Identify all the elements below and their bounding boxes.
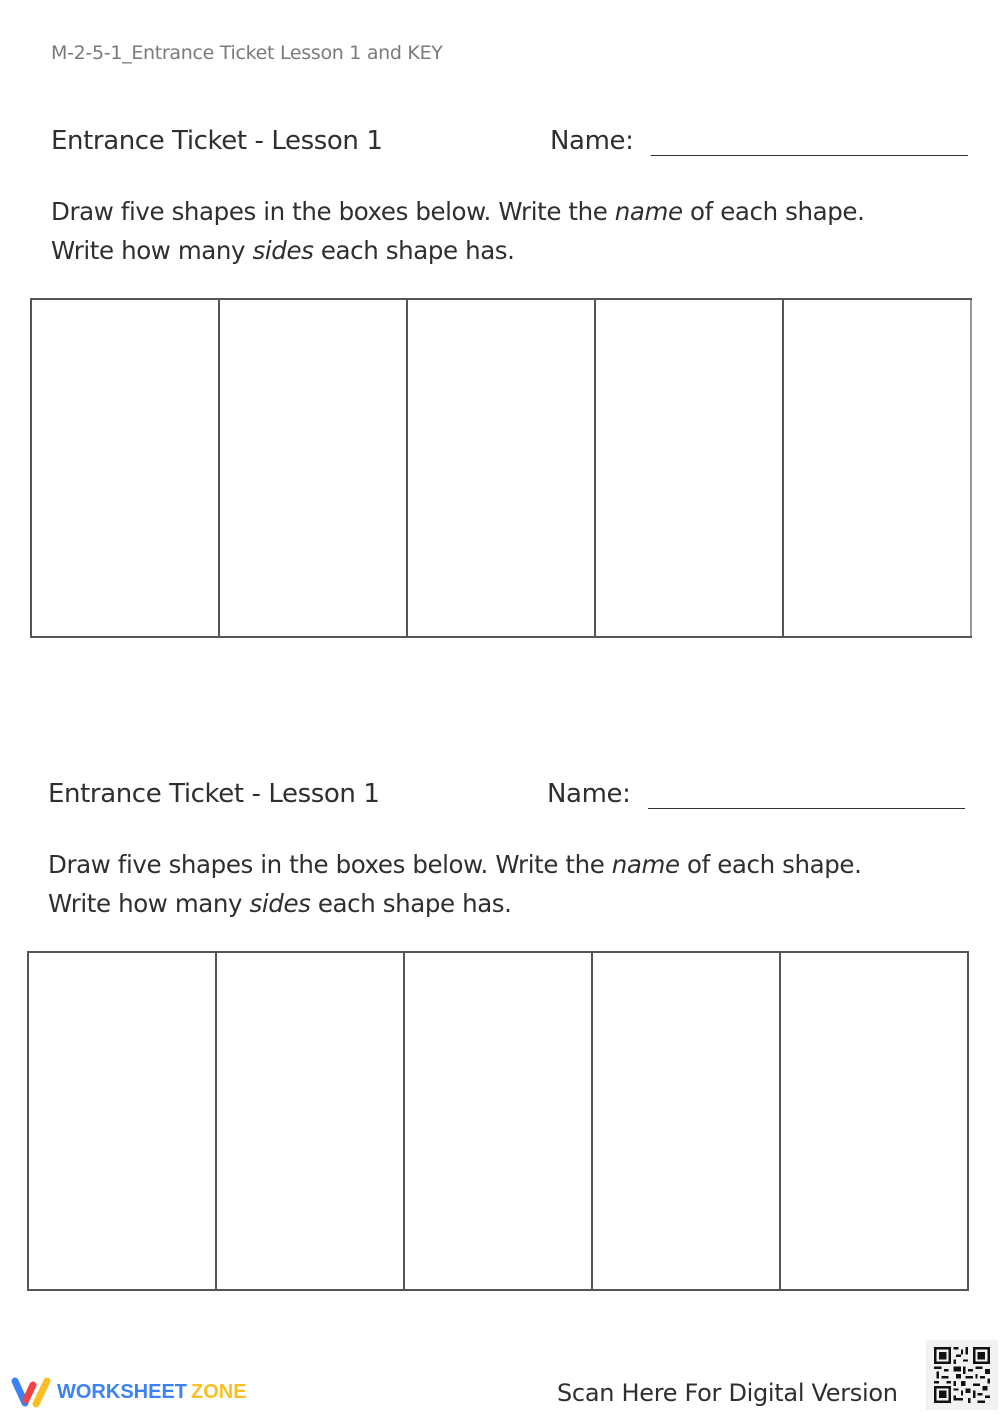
ticket-title: Entrance Ticket - Lesson 1 [48, 779, 380, 809]
shape-box-3[interactable] [408, 300, 596, 636]
shape-box-2[interactable] [217, 953, 405, 1289]
name-field-line[interactable] [648, 808, 965, 809]
name-label: Name: [547, 779, 631, 809]
instruction-line-2: Write how many sides each shape has. [51, 236, 515, 265]
instruction-line-2: Write how many sides each shape has. [48, 889, 512, 918]
instructions [51, 192, 864, 270]
emphasis-name: name [614, 197, 683, 226]
document-header: M-2-5-1_Entrance Ticket Lesson 1 and KEY [51, 42, 443, 64]
shape-box-4[interactable] [593, 953, 781, 1289]
shape-box-5[interactable] [781, 953, 969, 1289]
name-label: Name: [550, 126, 634, 156]
emphasis-name: name [611, 850, 680, 879]
qr-code-icon[interactable] [926, 1340, 998, 1410]
worksheetzone-logo[interactable] [9, 1376, 247, 1408]
name-field-line[interactable] [651, 155, 968, 156]
shape-boxes-grid [27, 951, 969, 1291]
instruction-line-1: Draw five shapes in the boxes below. Write the name of each shape. [48, 850, 862, 879]
shape-box-4[interactable] [596, 300, 784, 636]
brand-name: WORKSHEET ZONE [57, 1380, 247, 1403]
emphasis-sides: sides [249, 889, 311, 918]
shape-box-2[interactable] [220, 300, 408, 636]
shape-box-1[interactable] [29, 953, 217, 1289]
shape-box-1[interactable] [32, 300, 220, 636]
instructions [48, 845, 861, 923]
shape-boxes-grid [30, 298, 972, 638]
shape-box-5[interactable] [784, 300, 972, 636]
instruction-line-1: Draw five shapes in the boxes below. Write the name of each shape. [51, 197, 865, 226]
shape-box-3[interactable] [405, 953, 593, 1289]
worksheetzone-w-icon [9, 1376, 51, 1408]
ticket-title: Entrance Ticket - Lesson 1 [51, 126, 383, 156]
scan-instruction: Scan Here For Digital Version [557, 1379, 898, 1407]
emphasis-sides: sides [252, 236, 314, 265]
